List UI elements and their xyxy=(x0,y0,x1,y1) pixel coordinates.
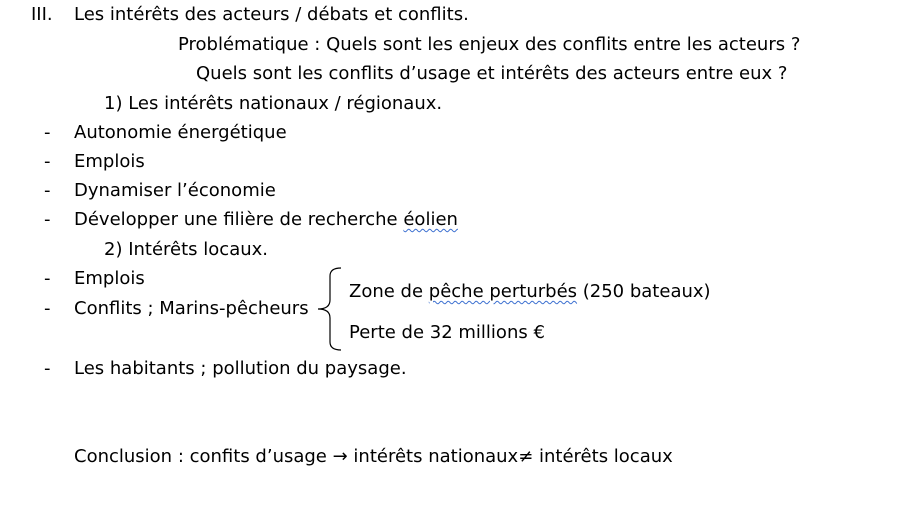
brace-line-1 xyxy=(349,281,711,303)
part1-title: 1) Les intérêts nationaux / régionaux. xyxy=(104,93,443,114)
problematique-line-1: Problématique : Quels sont les enjeux des conflits entre les acteurs ? xyxy=(178,34,801,55)
section-title: Les intérêts des acteurs / débats et conflits. xyxy=(74,4,469,25)
conclusion-text: intérêts nationaux≠ intérêts locaux xyxy=(347,446,673,467)
list-item: Autonomie énergétique xyxy=(74,122,287,143)
bullet-dash: - xyxy=(44,358,51,379)
list-item: Conflits ; Marins-pêcheurs xyxy=(74,298,309,319)
brace-line-1-post: (250 bateaux) xyxy=(577,281,711,302)
spellcheck-word: éolien xyxy=(403,209,458,230)
brace-line-2: Perte de 32 millions € xyxy=(349,322,545,343)
bullet-dash: - xyxy=(44,122,51,143)
curly-brace-icon xyxy=(308,266,344,352)
list-item: Les habitants ; pollution du paysage. xyxy=(74,358,407,379)
bullet-dash: - xyxy=(44,209,51,230)
list-item xyxy=(74,209,458,231)
conclusion-label: Conclusion : confits d’usage xyxy=(74,446,333,467)
arrow-icon: → xyxy=(332,446,348,467)
part2-title: 2) Intérêts locaux. xyxy=(104,239,269,260)
list-item: Emplois xyxy=(74,151,145,172)
bullet-dash: - xyxy=(44,151,51,172)
problematique-line-2: Quels sont les conflits d’usage et intérêts des acteurs entre eux ? xyxy=(196,63,788,84)
brace-line-1-pre: Zone de xyxy=(349,281,429,302)
bullet-dash: - xyxy=(44,268,51,289)
bullet-dash: - xyxy=(44,180,51,201)
bullet-dash: - xyxy=(44,298,51,319)
conclusion xyxy=(74,446,673,468)
spellcheck-phrase: pêche perturbés xyxy=(428,281,578,302)
list-item: Dynamiser l’économie xyxy=(74,180,276,201)
list-item: Emplois xyxy=(74,268,145,289)
section-numeral: III. xyxy=(31,4,53,25)
list-item-text: Développer une filière de recherche xyxy=(74,209,398,230)
